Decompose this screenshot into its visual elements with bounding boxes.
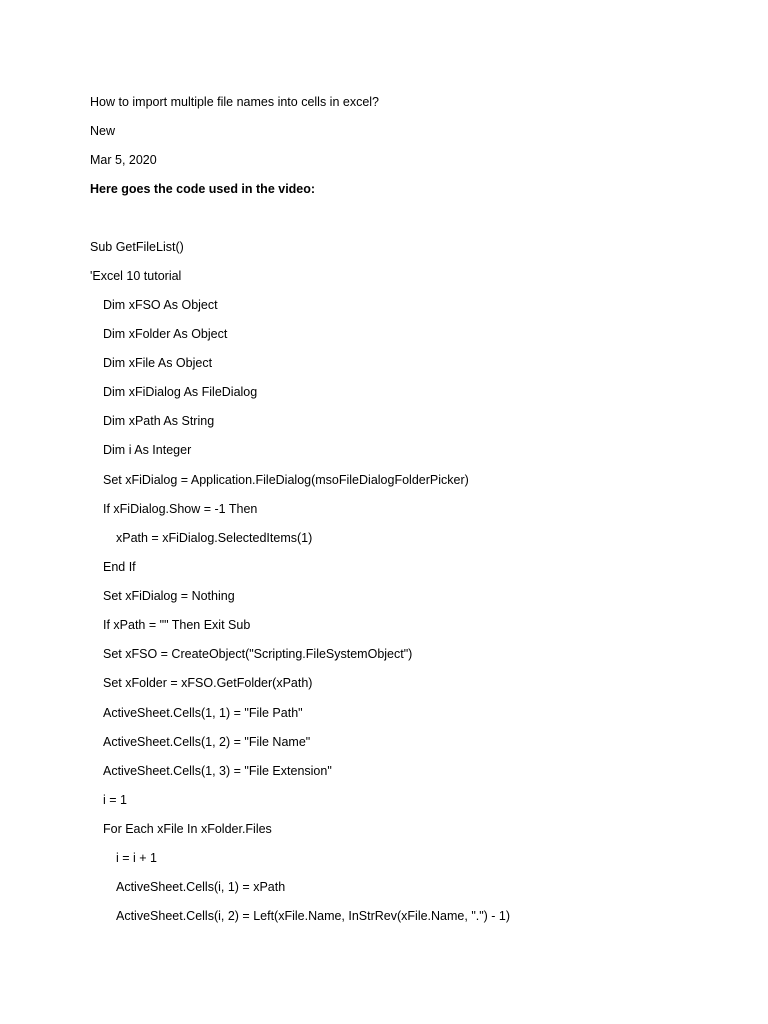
code-line: ActiveSheet.Cells(1, 3) = "File Extension" bbox=[103, 764, 332, 778]
code-line: ActiveSheet.Cells(1, 2) = "File Name" bbox=[103, 735, 311, 749]
code-line: Dim xFSO As Object bbox=[103, 298, 218, 312]
code-line: i = i + 1 bbox=[116, 851, 157, 865]
document-title: How to import multiple file names into cells in excel? bbox=[90, 95, 380, 109]
code-line: Dim xFiDialog As FileDialog bbox=[103, 385, 258, 399]
code-line: i = 1 bbox=[103, 793, 127, 807]
code-line: Set xFiDialog = Nothing bbox=[103, 589, 235, 603]
date-label: Mar 5, 2020 bbox=[90, 153, 157, 167]
code-line: If xFiDialog.Show = -1 Then bbox=[103, 502, 258, 516]
code-line: End If bbox=[103, 560, 136, 574]
code-line: xPath = xFiDialog.SelectedItems(1) bbox=[116, 531, 313, 545]
code-line: ActiveSheet.Cells(1, 1) = "File Path" bbox=[103, 706, 303, 720]
code-line: Dim xFolder As Object bbox=[103, 327, 228, 341]
code-line: Sub GetFileList() bbox=[90, 240, 184, 254]
code-line: Set xFSO = CreateObject("Scripting.FileSystemObject") bbox=[103, 647, 413, 661]
code-line: Dim xPath As String bbox=[103, 414, 215, 428]
code-line: ActiveSheet.Cells(i, 2) = Left(xFile.Name, InStrRev(xFile.Name, ".") - 1) bbox=[116, 909, 511, 923]
code-line: If xPath = "" Then Exit Sub bbox=[103, 618, 251, 632]
status-label: New bbox=[90, 124, 116, 138]
code-line: Set xFiDialog = Application.FileDialog(msoFileDialogFolderPicker) bbox=[103, 473, 469, 487]
code-line: Set xFolder = xFSO.GetFolder(xPath) bbox=[103, 676, 313, 690]
code-line: For Each xFile In xFolder.Files bbox=[103, 822, 272, 836]
code-line: Dim i As Integer bbox=[103, 443, 192, 457]
code-line: Dim xFile As Object bbox=[103, 356, 213, 370]
code-line: 'Excel 10 tutorial bbox=[90, 269, 182, 283]
intro-heading: Here goes the code used in the video: bbox=[90, 182, 316, 196]
code-line: ActiveSheet.Cells(i, 1) = xPath bbox=[116, 880, 286, 894]
